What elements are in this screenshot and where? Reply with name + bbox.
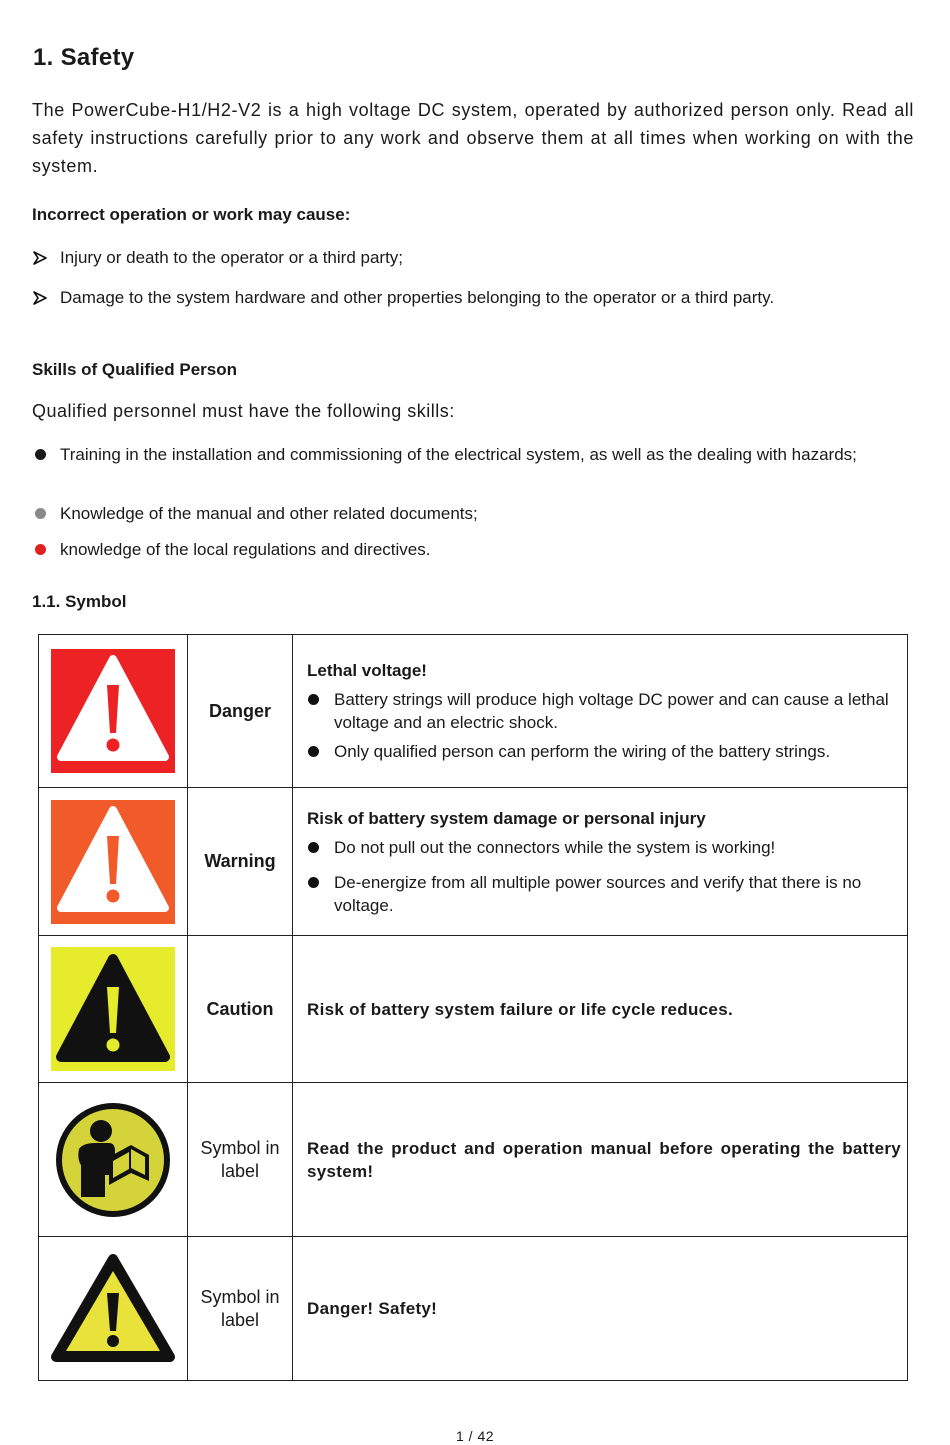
caution-triangle-icon xyxy=(39,947,187,1071)
general-danger-icon xyxy=(39,1253,187,1365)
symbol-table xyxy=(38,634,908,1381)
warning-triangle-icon xyxy=(39,800,187,924)
list-item-text: Damage to the system hardware and other properties belonging to the operator or a third party. xyxy=(60,288,775,307)
list-item-text: Battery strings will produce high voltage DC power and can cause a lethal voltage and an electric shock. xyxy=(334,690,889,732)
page-title: 1. Safety xyxy=(33,44,135,71)
symbol-heading-text: Lethal voltage! xyxy=(307,661,427,680)
list-item xyxy=(32,538,916,561)
symbol-description: Risk of battery system failure or life cycle reduces. xyxy=(307,999,733,1019)
list-item-text: Only qualified person can perform the wiring of the battery strings. xyxy=(334,742,831,761)
bullet-dot-icon xyxy=(32,538,48,561)
symbol-label: Symbol in label xyxy=(188,1237,293,1381)
list-item xyxy=(32,502,916,525)
symbol-label: Symbol in label xyxy=(188,1083,293,1237)
list-item xyxy=(32,246,916,269)
list-item-text: knowledge of the local regulations and directives. xyxy=(60,540,431,559)
list-item-text: Training in the installation and commissioning of the electrical system, as well as the dealing with hazards; xyxy=(60,445,857,464)
bullet-dot-icon xyxy=(32,443,48,466)
list-item-text: Do not pull out the connectors while the system is working! xyxy=(334,837,776,857)
symbol-label: Danger xyxy=(188,635,293,788)
danger-triangle-icon xyxy=(39,649,187,773)
list-item xyxy=(307,836,901,859)
read-manual-icon xyxy=(39,1101,187,1219)
skills-lead: Qualified personnel must have the following skills: xyxy=(32,401,455,421)
symbol-label: Warning xyxy=(188,788,293,936)
arrow-bullet-icon xyxy=(32,286,48,309)
table-row xyxy=(39,788,908,936)
symbol-heading-text: Risk of battery system damage or personal injury xyxy=(307,808,706,828)
incorrect-operation-heading: Incorrect operation or work may cause: xyxy=(32,205,351,224)
intro-paragraph: The PowerCube-H1/H2-V2 is a high voltage DC system, operated by authorized person only. Read all safety instructions carefully prior to any work and observe them at all times when working on with the system. xyxy=(32,100,914,176)
list-item xyxy=(32,286,916,309)
list-item xyxy=(307,688,901,734)
skills-heading: Skills of Qualified Person xyxy=(32,360,237,379)
table-row xyxy=(39,635,908,788)
table-row xyxy=(39,936,908,1083)
table-row xyxy=(39,1083,908,1237)
symbol-description: Read the product and operation manual before operating the battery system! xyxy=(307,1138,901,1181)
table-row xyxy=(39,1237,908,1381)
list-item-text: Knowledge of the manual and other related documents; xyxy=(60,504,478,523)
symbol-heading: 1.1. Symbol xyxy=(32,592,127,611)
list-item xyxy=(307,871,901,917)
symbol-description: Danger! Safety! xyxy=(307,1299,438,1318)
list-item xyxy=(32,443,916,466)
arrow-bullet-icon xyxy=(32,246,48,269)
page-number: 1 / 42 xyxy=(455,1428,495,1444)
list-item xyxy=(307,740,901,763)
list-item-text: De-energize from all multiple power sources and verify that there is no voltage. xyxy=(334,872,862,915)
symbol-label: Caution xyxy=(188,936,293,1083)
list-item-text: Injury or death to the operator or a third party; xyxy=(60,248,404,267)
bullet-dot-icon xyxy=(32,502,48,525)
